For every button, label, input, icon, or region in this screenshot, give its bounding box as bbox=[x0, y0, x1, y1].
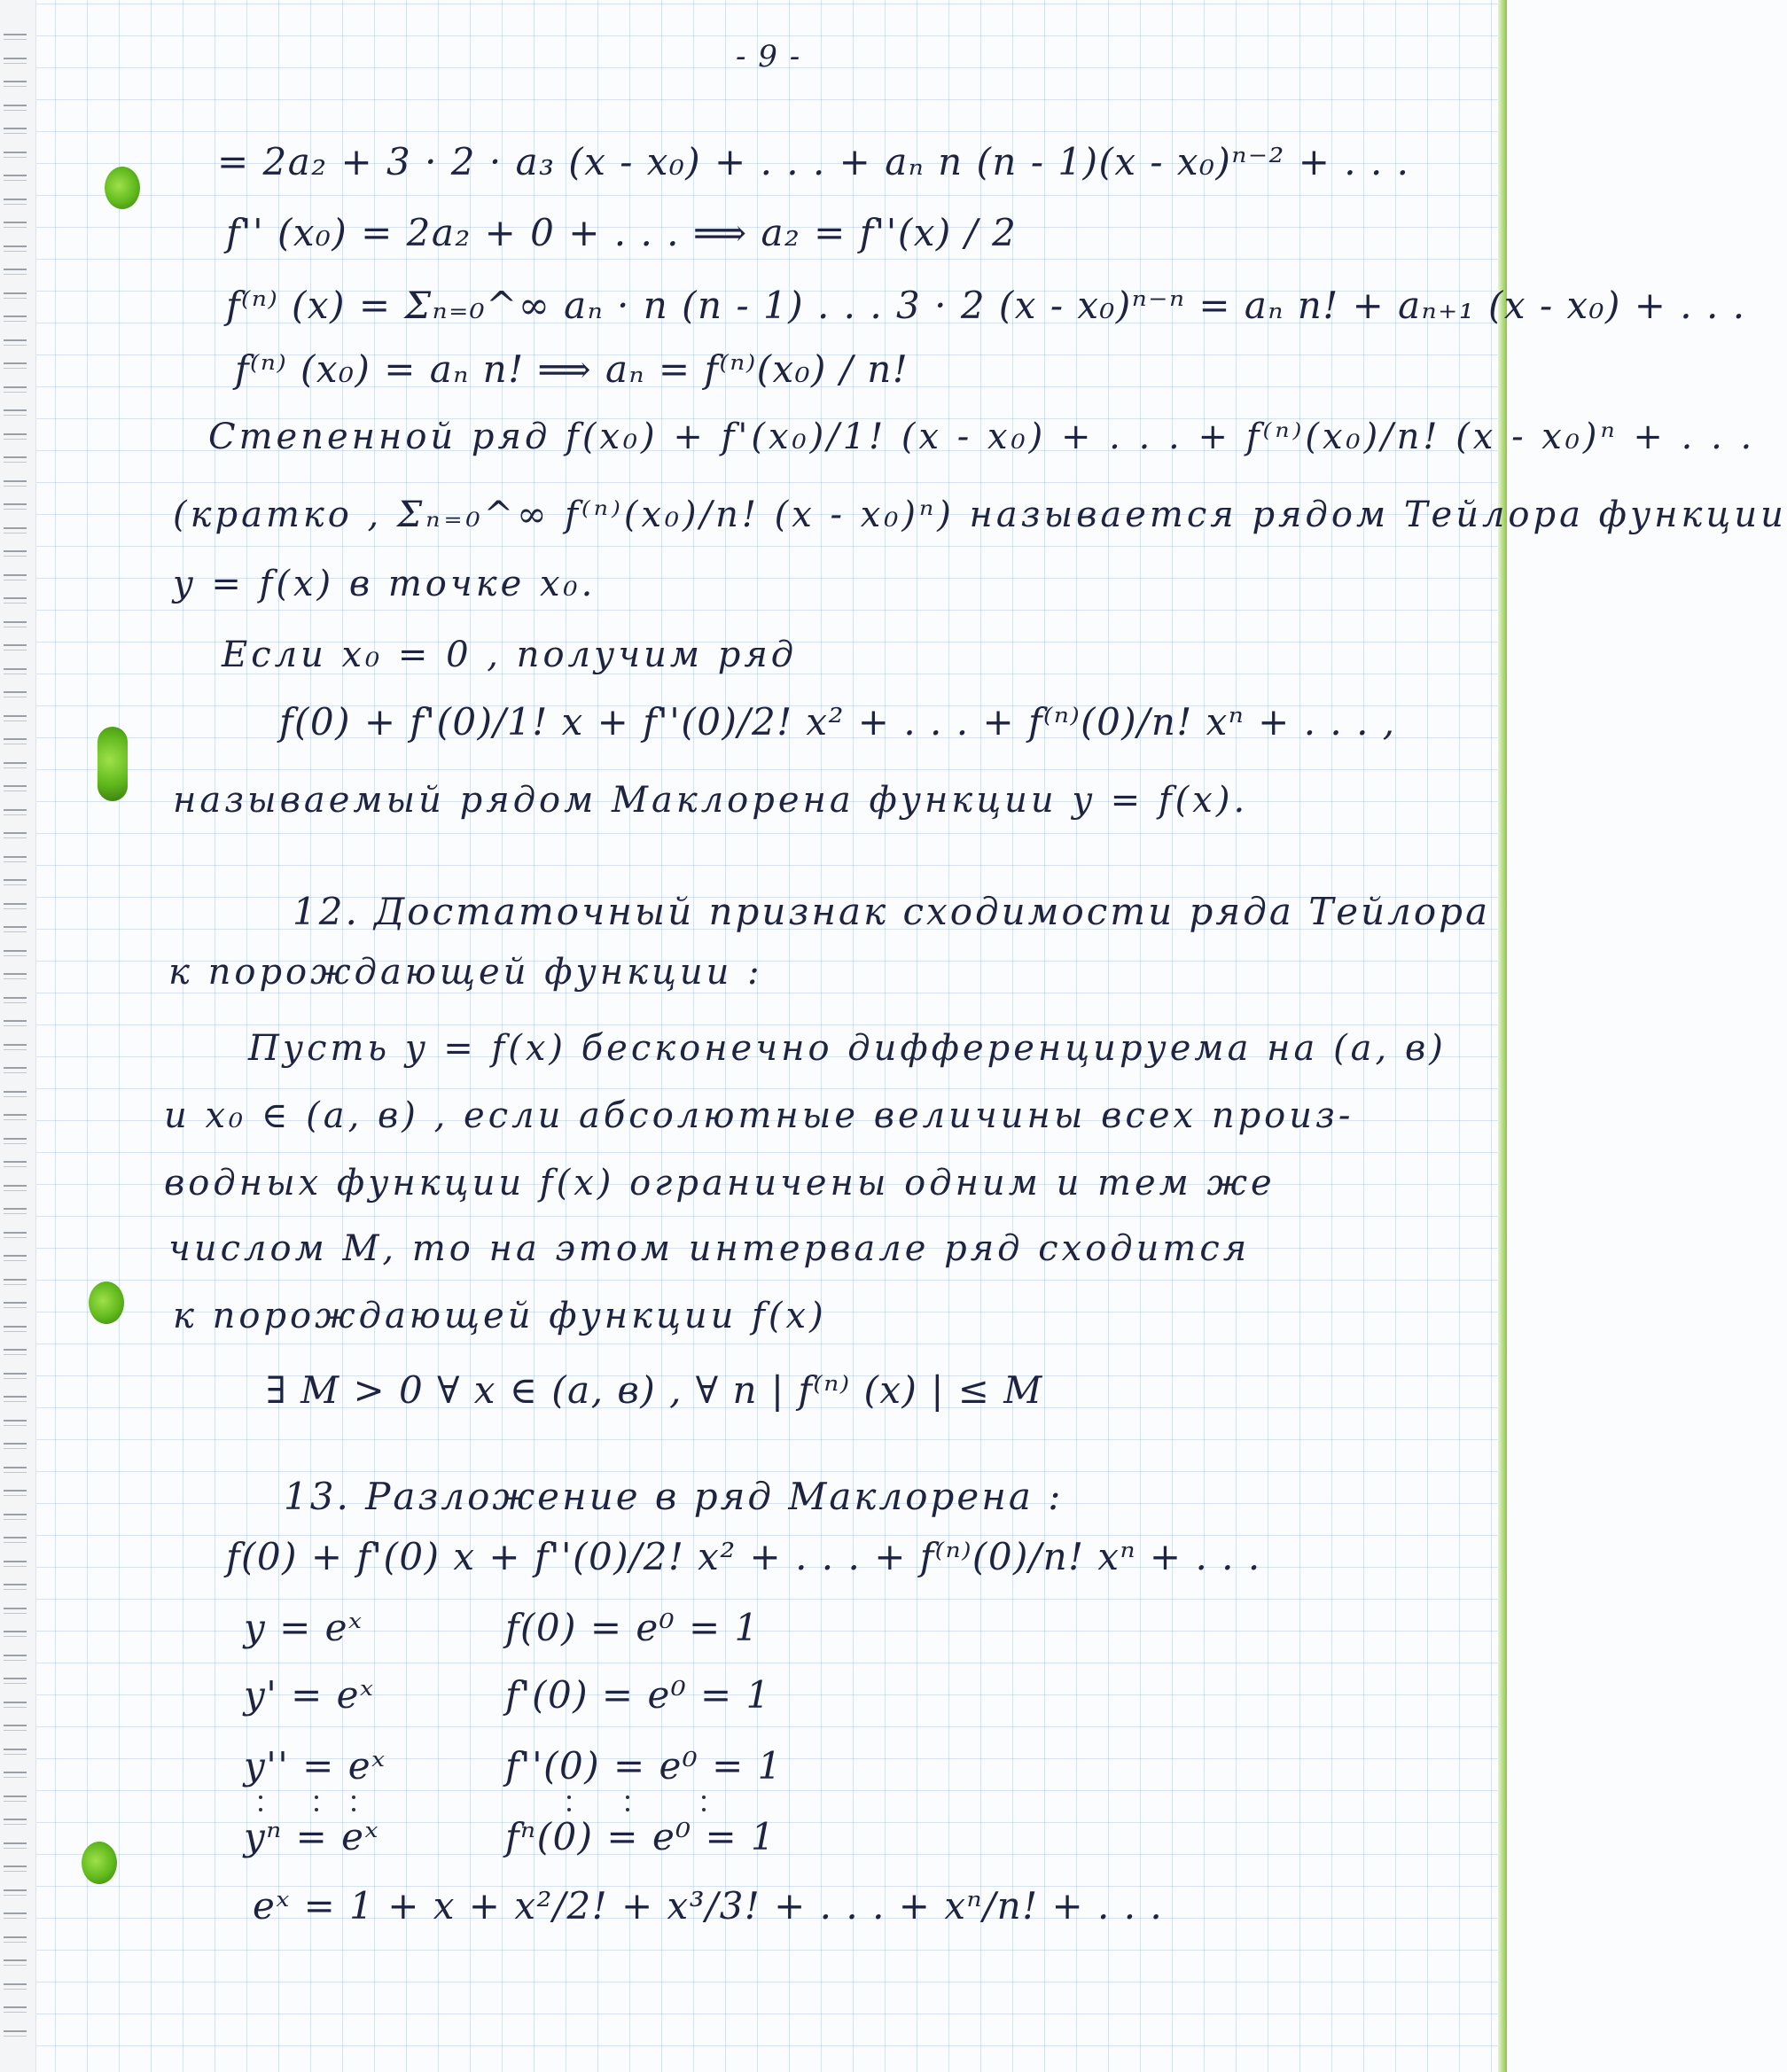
perforation-mark bbox=[4, 456, 27, 463]
perforation-mark bbox=[4, 762, 27, 768]
perforation-mark bbox=[4, 1561, 27, 1567]
formula-line: f(0) + f'(0) x + f''(0)/2! x² + . . . + f⁽ⁿ⁾(0)/n! xⁿ + . . . bbox=[226, 1535, 1261, 1578]
perforation-mark bbox=[4, 1208, 27, 1214]
perforation-mark bbox=[4, 574, 27, 580]
perforation-mark bbox=[4, 856, 27, 862]
formula-line: fⁿ(0) = e⁰ = 1 bbox=[505, 1815, 776, 1858]
perforation-mark bbox=[4, 1067, 27, 1073]
perforation-mark bbox=[4, 1138, 27, 1144]
perforation-mark bbox=[4, 1678, 27, 1684]
perforation-mark bbox=[4, 1185, 27, 1191]
perforation-mark bbox=[4, 34, 27, 40]
perforation-mark bbox=[4, 550, 27, 557]
perforation-mark bbox=[4, 315, 27, 322]
perforation-mark bbox=[4, 1959, 27, 1966]
perforation-mark bbox=[4, 1091, 27, 1097]
formula-line: f(0) + f'(0)/1! x + f''(0)/2! x² + . . . + f⁽ⁿ⁾(0)/n! xⁿ + . . . , bbox=[279, 700, 1396, 744]
binder-hole bbox=[98, 727, 128, 801]
text-line: Если x₀ = 0 , получим ряд bbox=[222, 635, 798, 675]
perforation-mark bbox=[4, 1725, 27, 1731]
perforation-mark bbox=[4, 809, 27, 815]
perforation-mark bbox=[4, 1537, 27, 1543]
perforation-mark bbox=[4, 128, 27, 134]
perforation-mark bbox=[4, 362, 27, 369]
perforation-mark bbox=[4, 1232, 27, 1238]
perforation-mark bbox=[4, 292, 27, 299]
text-line: к порождающей функции : bbox=[168, 952, 763, 993]
perforation-mark bbox=[4, 1020, 27, 1026]
perforation-mark bbox=[4, 81, 27, 87]
text-line: Пусть y = f(x) бесконечно дифференцируема на (a, в) bbox=[248, 1028, 1447, 1069]
perforation-mark bbox=[4, 1608, 27, 1614]
perforation-mark bbox=[4, 1302, 27, 1308]
perforation-mark bbox=[4, 222, 27, 228]
formula-line: yⁿ = eˣ bbox=[244, 1815, 379, 1858]
text-line: y = f(x) в точке x₀. bbox=[173, 564, 597, 604]
section-heading: 13. Разложение в ряд Маклорена : bbox=[284, 1475, 1064, 1518]
perforation-mark bbox=[4, 785, 27, 791]
formula-line: f(0) = e⁰ = 1 bbox=[505, 1606, 760, 1649]
perforation-mark bbox=[4, 1467, 27, 1473]
perforation-mark bbox=[4, 1326, 27, 1332]
ellipsis-dot bbox=[702, 1795, 706, 1799]
perforation-mark bbox=[4, 1866, 27, 1872]
perforation-mark bbox=[4, 1795, 27, 1802]
ellipsis-dot bbox=[567, 1808, 571, 1811]
text-line: к порождающей функции f(x) bbox=[173, 1296, 827, 1336]
perforation-mark bbox=[4, 1749, 27, 1755]
perforation-mark bbox=[4, 1279, 27, 1285]
perforation-mark bbox=[4, 1349, 27, 1355]
ellipsis-dot bbox=[567, 1795, 571, 1799]
perforation-mark bbox=[4, 503, 27, 510]
perforation-mark bbox=[4, 105, 27, 111]
perforation-mark bbox=[4, 1420, 27, 1426]
perforation-mark bbox=[4, 1373, 27, 1379]
formula-line: f'' (x₀) = 2a₂ + 0 + . . . ⟹ a₂ = f''(x) / 2 bbox=[226, 211, 1018, 254]
ellipsis-dot bbox=[315, 1795, 318, 1799]
perforation-mark bbox=[4, 1772, 27, 1778]
perforation-mark bbox=[4, 950, 27, 956]
page-number: - 9 - bbox=[736, 39, 801, 74]
perforation-mark bbox=[4, 1396, 27, 1402]
ellipsis-dot bbox=[352, 1795, 355, 1799]
formula-line: y'' = eˣ bbox=[244, 1744, 386, 1788]
ellipsis-dot bbox=[259, 1795, 262, 1799]
perforation-mark bbox=[4, 1443, 27, 1449]
perforation-mark bbox=[4, 199, 27, 205]
binder-hole bbox=[105, 167, 140, 209]
perforation-mark bbox=[4, 621, 27, 627]
binder-hole bbox=[89, 1281, 124, 1324]
perforation-mark bbox=[4, 339, 27, 346]
perforated-margin bbox=[0, 0, 36, 2072]
perforation-mark bbox=[4, 2030, 27, 2037]
perforation-mark bbox=[4, 691, 27, 697]
formula-line: f⁽ⁿ⁾ (x) = Σₙ₌₀^∞ aₙ · n (n - 1) . . . 3 · 2 (x - x₀)ⁿ⁻ⁿ = aₙ n! + aₙ₊₁ (x - x₀) + . . . bbox=[226, 284, 1746, 327]
perforation-mark bbox=[4, 597, 27, 604]
perforation-mark bbox=[4, 480, 27, 487]
text-line: числом M, то на этом интервале ряд сходится bbox=[168, 1228, 1251, 1269]
perforation-mark bbox=[4, 1255, 27, 1261]
ellipsis-dot bbox=[315, 1808, 318, 1811]
ellipsis-dot bbox=[626, 1808, 629, 1811]
perforation-mark bbox=[4, 1490, 27, 1496]
formula-line: f⁽ⁿ⁾ (x₀) = aₙ n! ⟹ aₙ = f⁽ⁿ⁾(x₀) / n! bbox=[235, 347, 909, 391]
perforation-mark bbox=[4, 1655, 27, 1661]
perforation-mark bbox=[4, 1912, 27, 1919]
text-line: называемый рядом Маклорена функции y = f(x). bbox=[173, 780, 1249, 821]
formula-line: eˣ = 1 + x + x²/2! + x³/3! + . . . + xⁿ/n! + . . . bbox=[253, 1884, 1164, 1928]
formula-line: y = eˣ bbox=[244, 1606, 363, 1649]
perforation-mark bbox=[4, 1114, 27, 1120]
perforation-mark bbox=[4, 175, 27, 181]
formula-line: f'(0) = e⁰ = 1 bbox=[505, 1673, 771, 1717]
perforation-mark bbox=[4, 1819, 27, 1825]
text-line: и x₀ ∈ (a, в) , если абсолютные величины всех произ- bbox=[164, 1095, 1354, 1136]
perforation-mark bbox=[4, 1044, 27, 1050]
perforation-mark bbox=[4, 1842, 27, 1849]
ellipsis-dot bbox=[626, 1795, 629, 1799]
perforation-mark bbox=[4, 527, 27, 534]
perforation-mark bbox=[4, 1514, 27, 1520]
perforation-mark bbox=[4, 832, 27, 838]
ellipsis-dot bbox=[702, 1808, 706, 1811]
perforation-mark bbox=[4, 644, 27, 650]
perforation-mark bbox=[4, 879, 27, 885]
perforation-mark bbox=[4, 386, 27, 393]
perforation-mark bbox=[4, 1983, 27, 1990]
perforation-mark bbox=[4, 433, 27, 440]
perforation-mark bbox=[4, 269, 27, 275]
perforation-mark bbox=[4, 997, 27, 1003]
perforation-mark bbox=[4, 668, 27, 674]
ellipsis-dot bbox=[259, 1808, 262, 1811]
perforation-mark bbox=[4, 1161, 27, 1167]
formula-line: y' = eˣ bbox=[244, 1673, 375, 1717]
perforation-mark bbox=[4, 903, 27, 909]
ellipsis-dot bbox=[352, 1808, 355, 1811]
perforation-mark bbox=[4, 58, 27, 64]
text-line: водных функции f(x) ограничены одним и тем же bbox=[164, 1163, 1276, 1203]
perforation-mark bbox=[4, 1702, 27, 1708]
perforation-mark bbox=[4, 1889, 27, 1896]
perforation-mark bbox=[4, 1631, 27, 1637]
perforation-mark bbox=[4, 2006, 27, 2013]
perforation-mark bbox=[4, 152, 27, 158]
perforation-mark bbox=[4, 245, 27, 252]
section-heading: 12. Достаточный признак сходимости ряда Тейлора bbox=[293, 890, 1491, 933]
perforation-mark bbox=[4, 715, 27, 721]
perforation-mark bbox=[4, 973, 27, 979]
formula-line: = 2a₂ + 3 · 2 · a₃ (x - x₀) + . . . + aₙ n (n - 1)(x - x₀)ⁿ⁻² + . . . bbox=[217, 140, 1410, 183]
perforation-mark bbox=[4, 409, 27, 416]
perforation-mark bbox=[4, 926, 27, 932]
formula-line: ∃ M > 0 ∀ x ∈ (a, в) , ∀ n | f⁽ⁿ⁾ (x) | ≤ M bbox=[266, 1368, 1043, 1412]
text-line: (кратко , Σₙ₌₀^∞ f⁽ⁿ⁾(x₀)/n! (x - x₀)ⁿ) называется рядом Тейлора функции bbox=[173, 495, 1787, 535]
text-line: Степенной ряд f(x₀) + f'(x₀)/1! (x - x₀) + . . . + f⁽ⁿ⁾(x₀)/n! (x - x₀)ⁿ + . . . bbox=[208, 417, 1756, 457]
binder-hole bbox=[82, 1842, 117, 1884]
perforation-mark bbox=[4, 1584, 27, 1590]
perforation-mark bbox=[4, 738, 27, 744]
formula-line: f''(0) = e⁰ = 1 bbox=[505, 1744, 783, 1788]
perforation-mark bbox=[4, 1936, 27, 1943]
